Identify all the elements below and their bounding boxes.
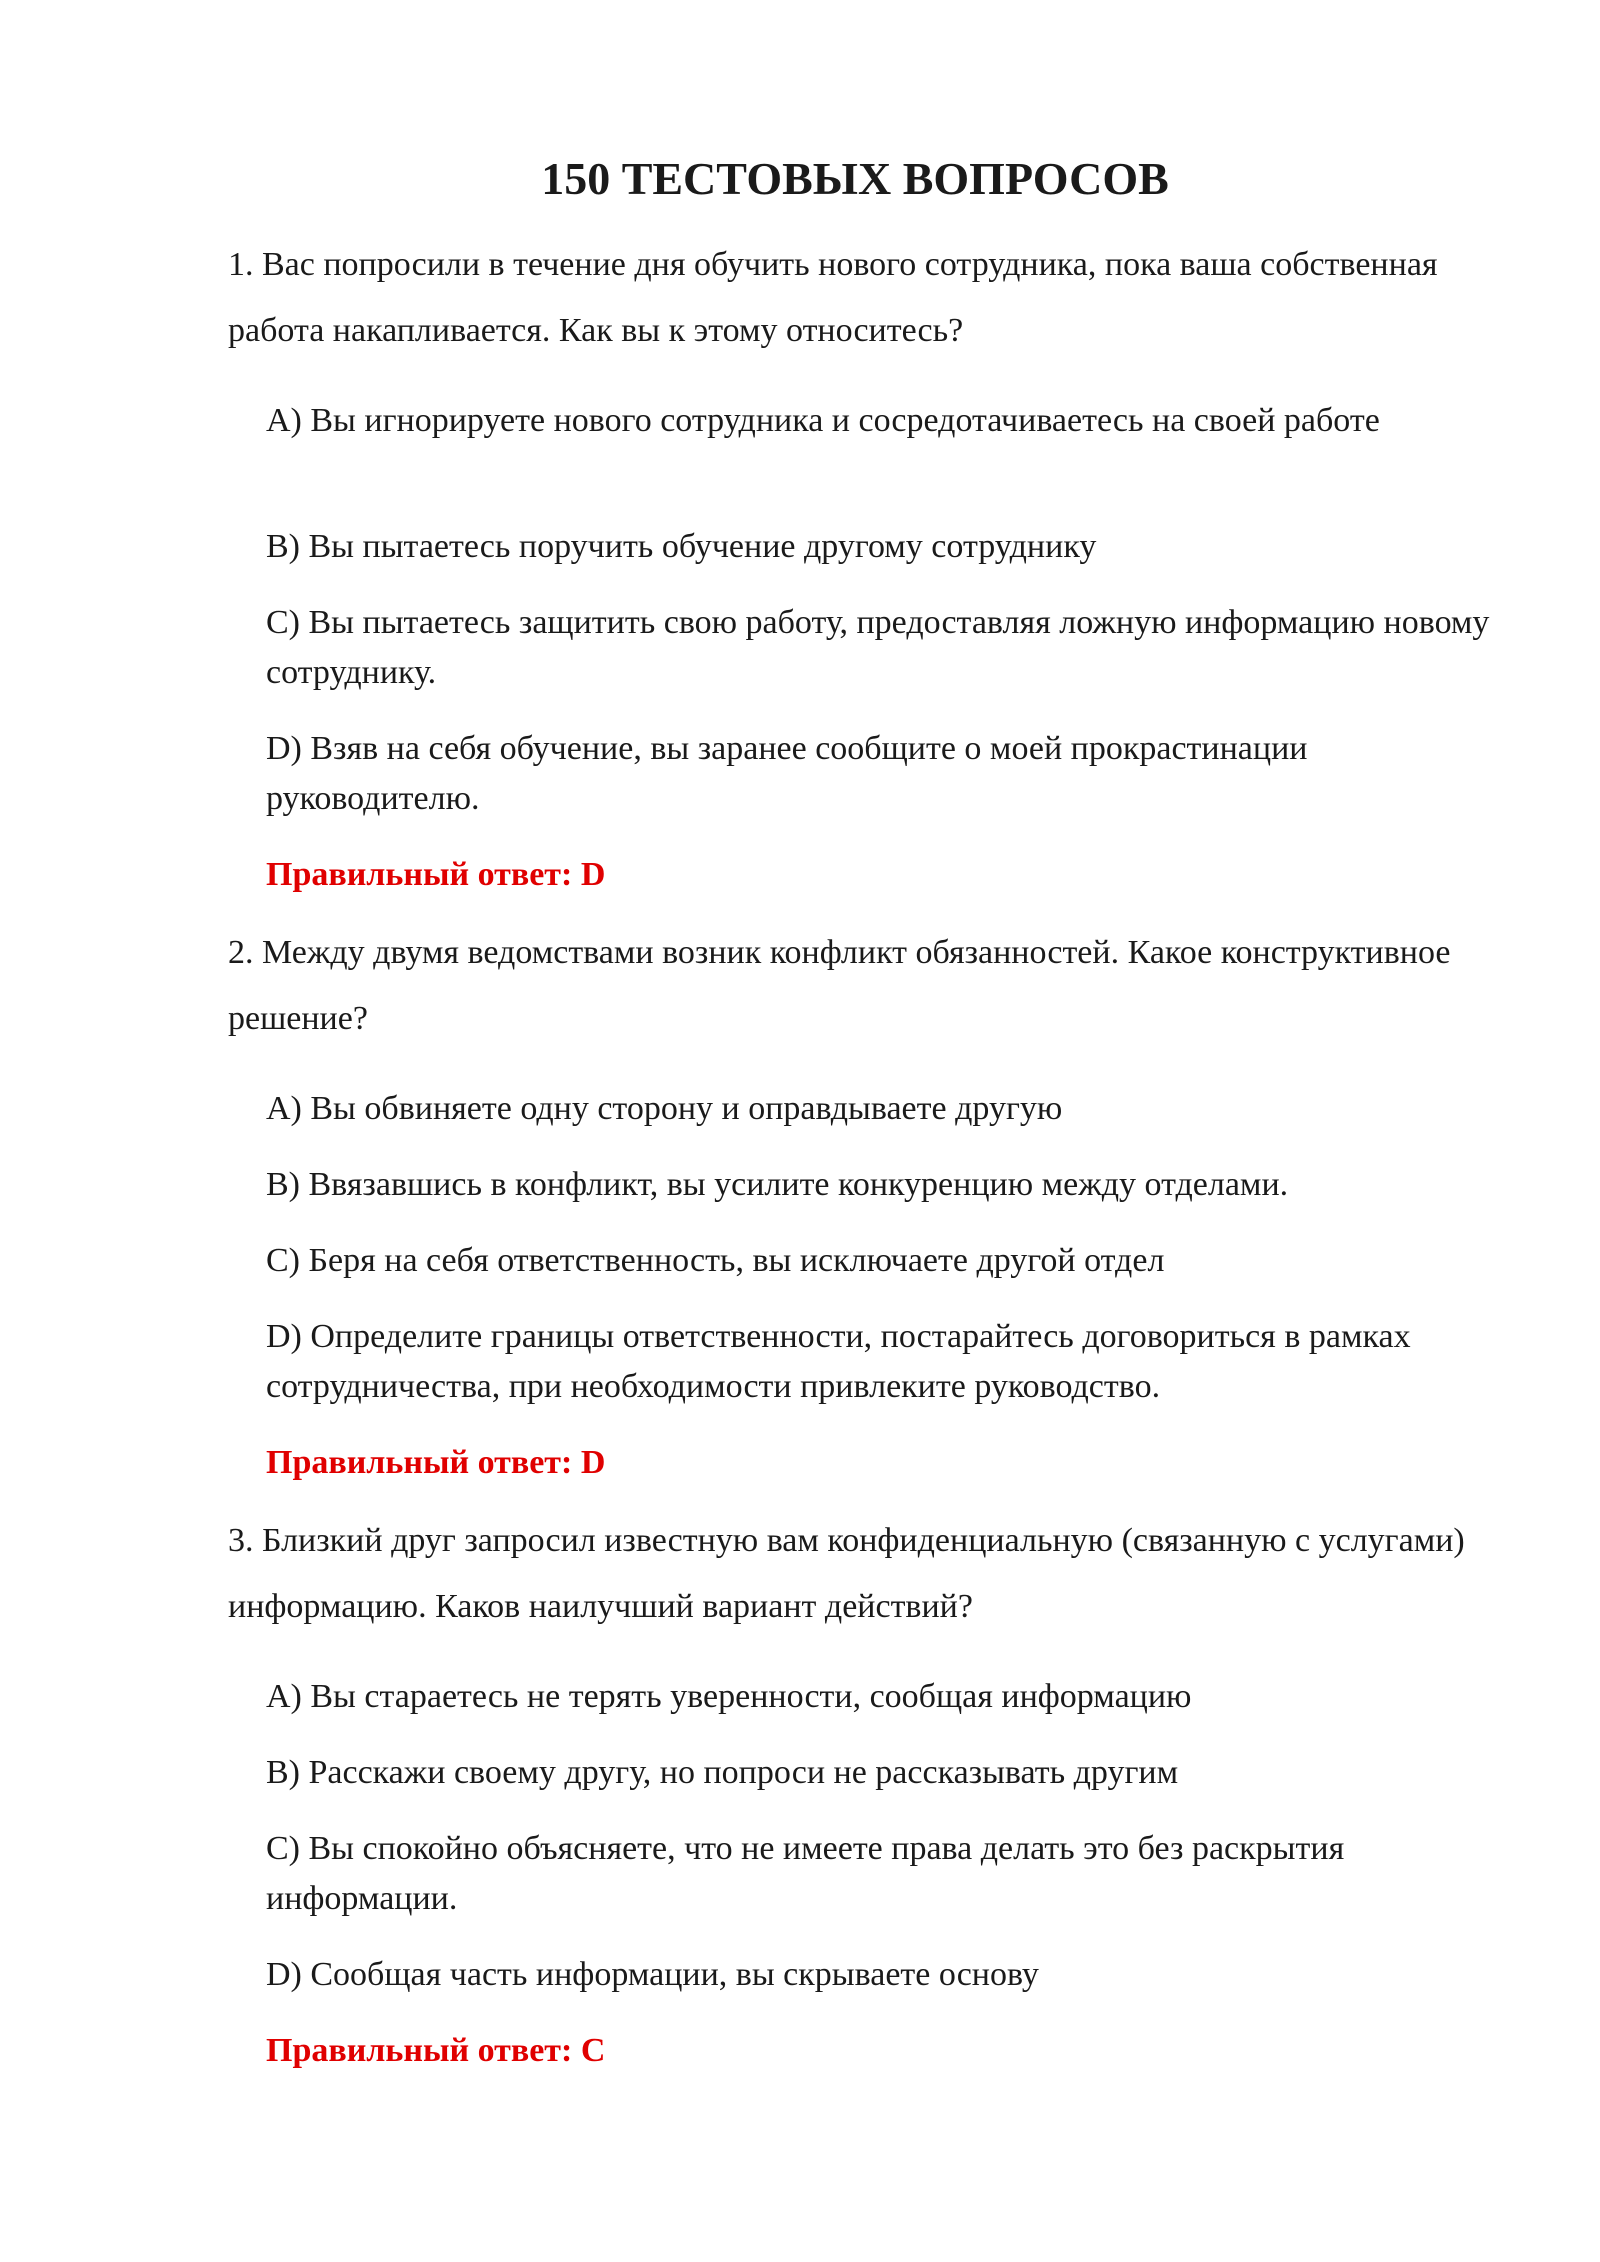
question-text: 3. Близкий друг запросил известную вам конфиденциальную (связанную с услугами) информацию. Каков наилучший вариант действий? [228, 1522, 1465, 1625]
answer-option: A) Вы игнорируете нового сотрудника и сосредотачиваетесь на своей работе [266, 402, 1380, 439]
answer-option: B) Вы пытаетесь поручить обучение другому сотруднику [266, 528, 1097, 565]
question-text: 1. Вас попросили в течение дня обучить нового сотрудника, пока ваша собственная работа накапливается. Как вы к этому относитесь? [228, 246, 1438, 349]
question-text: 2. Между двумя ведомствами возник конфликт обязанностей. Какое конструктивное решение? [228, 934, 1451, 1037]
document-title: 150 ТЕСТОВЫХ ВОПРОСОВ [541, 153, 1169, 204]
answer-option: A) Вы стараетесь не терять уверенности, сообщая информацию [266, 1678, 1192, 1715]
correct-answer: Правильный ответ: D [266, 1444, 606, 1481]
answer-option: C) Вы спокойно объясняете, что не имеете права делать это без раскрытия информации. [266, 1830, 1345, 1917]
answer-option: D) Сообщая часть информации, вы скрываете основу [266, 1956, 1039, 1993]
answer-option: D) Определите границы ответственности, постарайтесь договориться в рамках сотрудничества, при необходимости привлеките руководство. [266, 1318, 1411, 1405]
answer-option: B) Расскажи своему другу, но попроси не рассказывать другим [266, 1754, 1179, 1791]
answer-option: C) Беря на себя ответственность, вы исключаете другой отдел [266, 1242, 1165, 1279]
correct-answer: Правильный ответ: C [266, 2032, 606, 2069]
answer-option: D) Взяв на себя обучение, вы заранее сообщите о моей прокрастинации руководителю. [266, 730, 1308, 817]
answer-option: C) Вы пытаетесь защитить свою работу, предоставляя ложную информацию новому сотруднику. [266, 604, 1490, 691]
correct-answer: Правильный ответ: D [266, 856, 606, 893]
answer-option: B) Ввязавшись в конфликт, вы усилите конкуренцию между отделами. [266, 1166, 1289, 1203]
answer-option: A) Вы обвиняете одну сторону и оправдываете другую [266, 1090, 1063, 1127]
